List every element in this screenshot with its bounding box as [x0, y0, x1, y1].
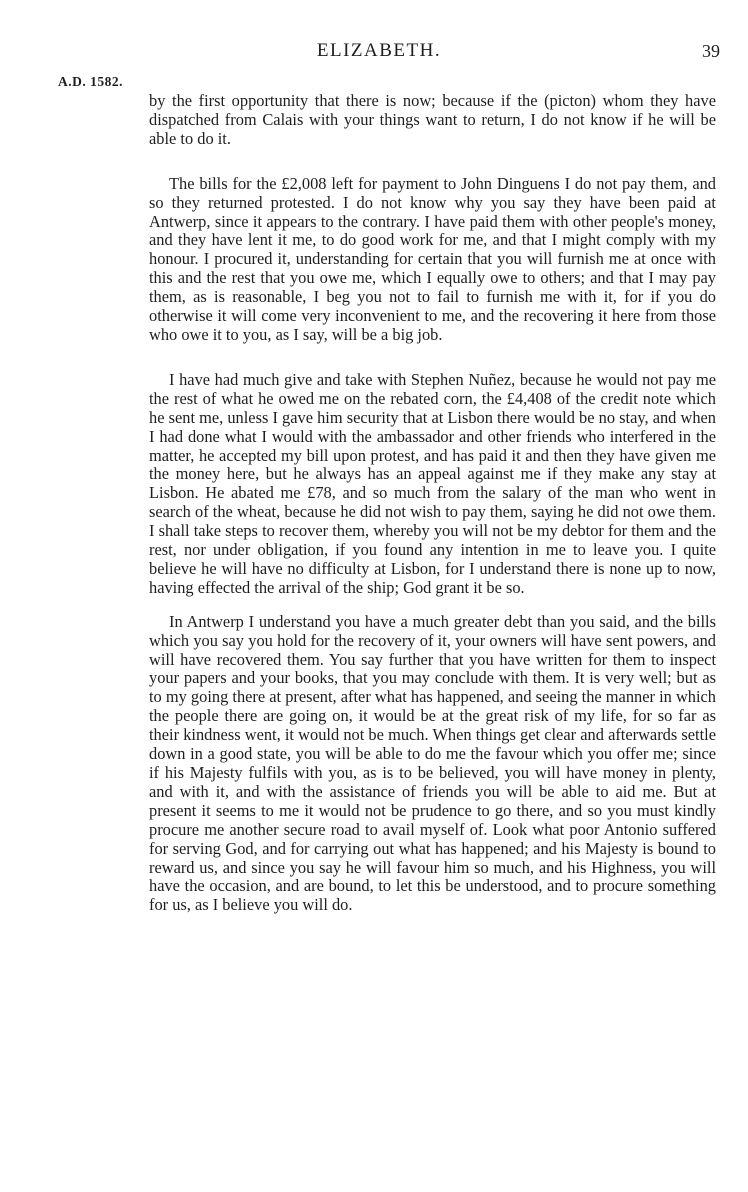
paragraph-4: In Antwerp I understand you have a much greater debt than you said, and the bills which you say you hold for the recovery of it, your owners will have sent powers, and will have recovered them. You say further that you have written for them to inspect your papers and your books, that you may conclude with them. It is very well; but as to my going there at present, after what has happened, and seeing the manner in which the people there are going on, it would be at the great risk of my life, for so far as their kindness went, it would not be much. When things get clear and afterwards settle down in a good state, you will be able to do me the favour which you offer me; since if his Majesty fulfils with you, as is to be believed, you will have money in plenty, and with it, and with the assistance of friends you will be able to aid me. But at present it seems to me it would not be prudence to go there, and so you must kindly procure me another secure road to avail myself of. Look what poor Antonio suffered for serving God, and for carrying out what has happened; and his Majesty is bound to reward us, and since you say he will favour him so much, and his Highness, you will have the occasion, and are bound, to let this be understood, and to procure something for us, as I believe you will do.: [149, 611, 716, 915]
running-title: ELIZABETH.: [316, 40, 442, 61]
margin-date: A.D. 1582.: [58, 74, 123, 89]
paragraph-1: by the first opportunity that there is now; because if the (picton) whom they have dispatched from Calais with your things want to return, I do not know if he will be able to do it.: [149, 91, 716, 148]
paragraph-spacer: [149, 149, 716, 175]
paragraph-spacer: [149, 345, 716, 371]
paragraph-spacer: [149, 598, 716, 613]
page-number: 39: [702, 41, 720, 61]
paragraph-3: I have had much give and take with Stephen Nuñez, because he would not pay me the rest of what he owed me on the rebated corn, the £4,408 of the credit note which he sent me, unless I gave him security that at Lisbon there would be no stay, and when I had done what I would with the ambassador and other friends who interfered in the matter, he accepted my bill upon protest, and has paid it and then they have given me the money here, but he always has an appeal against me if they make any stay at Lisbon. He abated me £78, and so much from the salary of the man who went in search of the wheat, because he did not wish to pay them, saying he did not owe them. I shall take steps to recover them, whereby you will not be my debtor for them and the rest, nor under obligation, if you found any intention in me to leave you. I quite believe he will have no difficulty at Lisbon, for I understand there is none up to now, having effected the arrival of the ship; God grant it be so.: [149, 369, 716, 597]
paragraph-2: The bills for the £2,008 left for payment to John Dinguens I do not pay them, and so they returned protested. I do not know why you say they have been paid at Antwerp, since it appears to the contrary. I have paid them with other people's money, and they have lent it me, to do good work for me, and that I might comply with my honour. I procured it, understanding for certain that you will furnish me at once with this and the rest that you owe me, which I equally owe to others; and that I may pay them, as is reasonable, I beg you not to fail to furnish me with it, for if you do otherwise it will come very inconvenient to me, and the recovering it here from those who owe it to you, as I say, will be a big job.: [149, 173, 716, 344]
body-text: [149, 92, 716, 915]
